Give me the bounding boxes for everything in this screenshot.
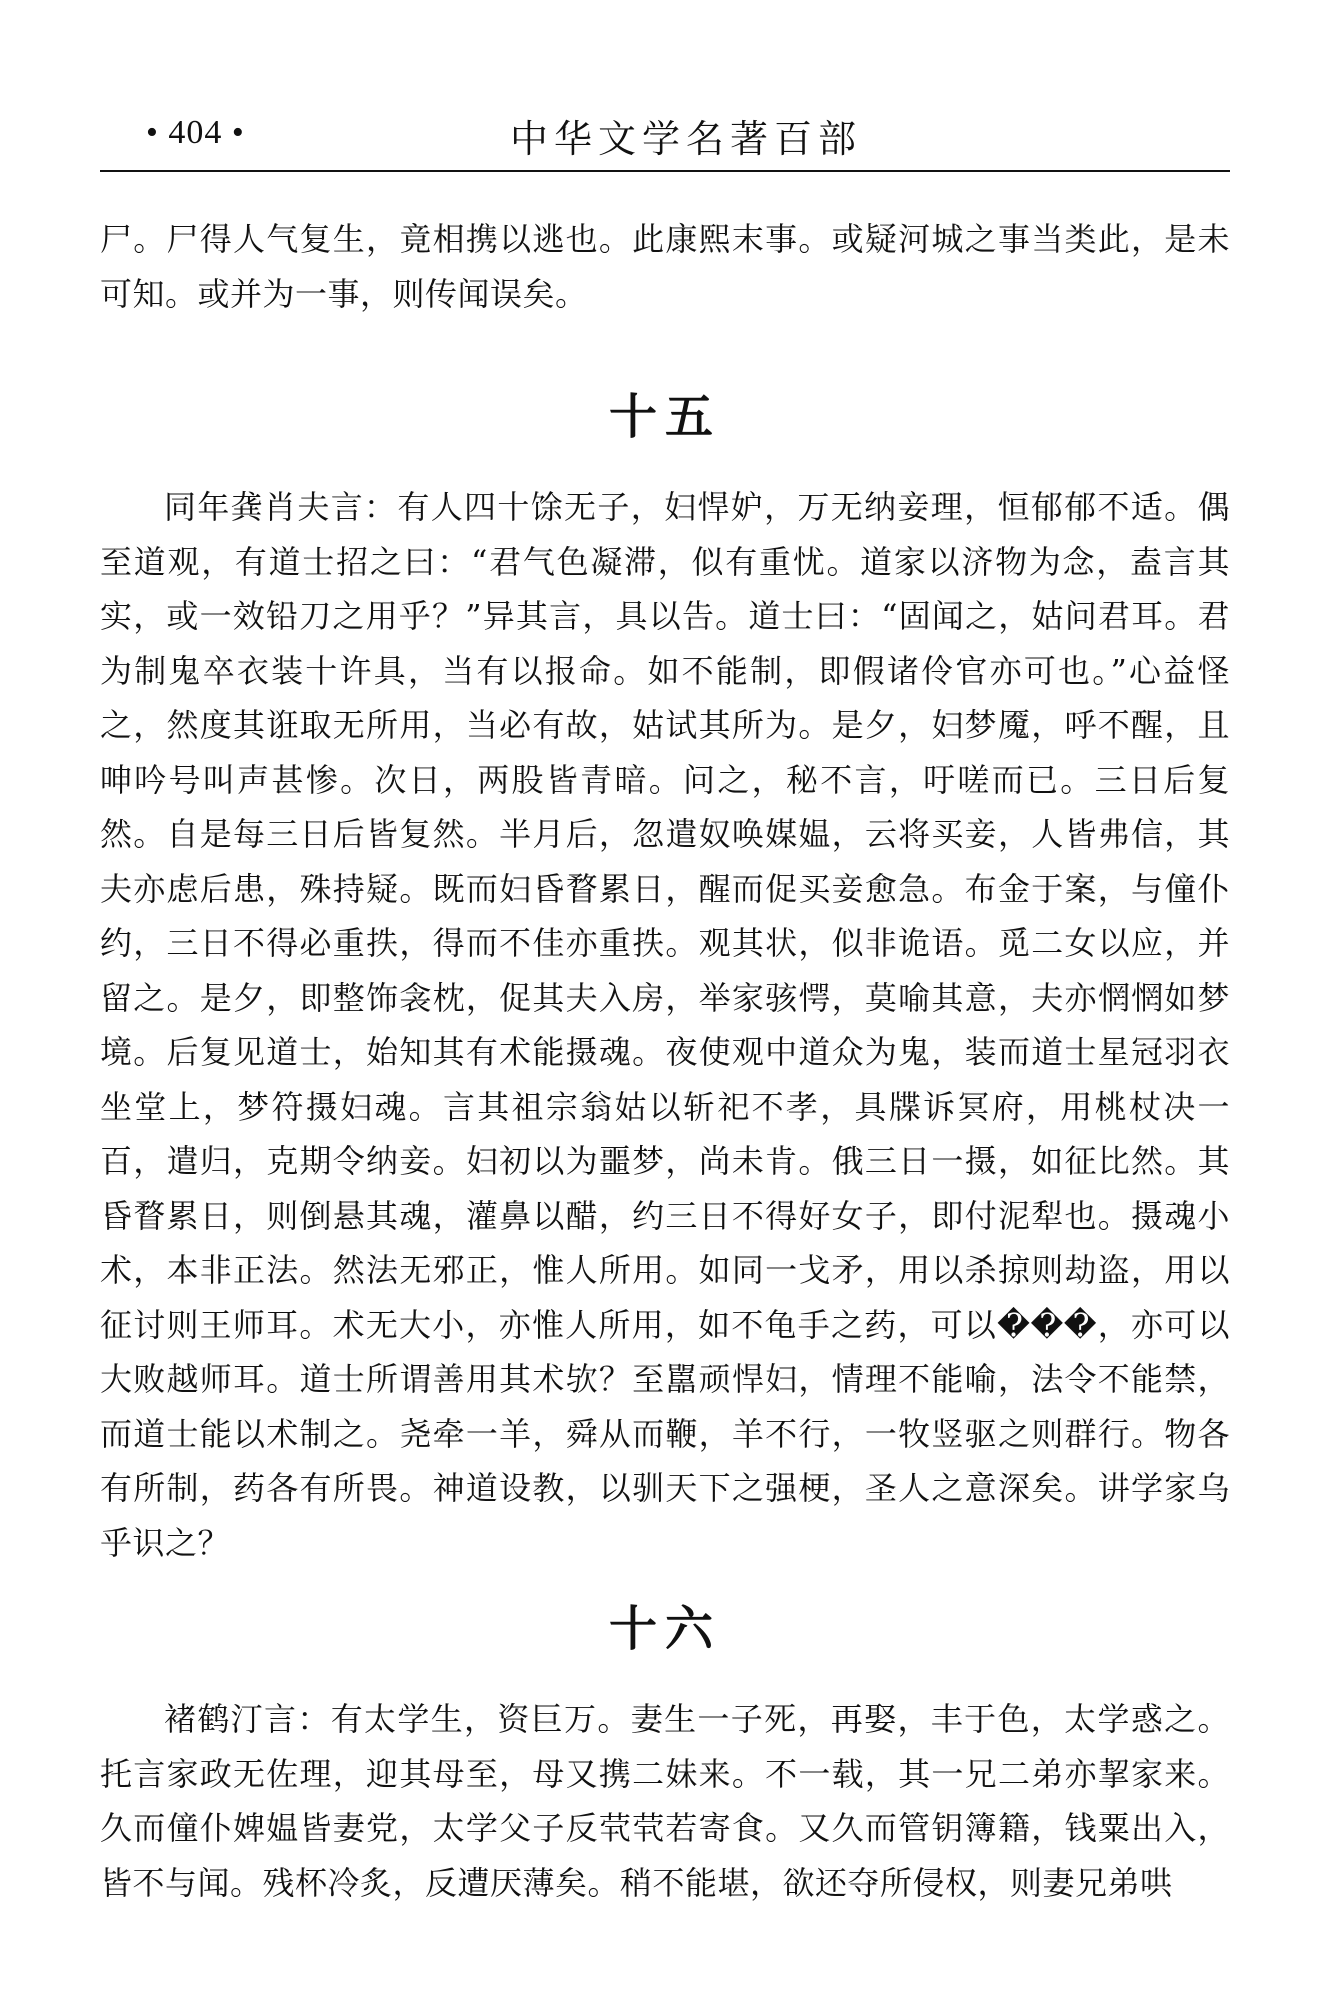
section-heading-16: 十六 (608, 1601, 721, 1657)
page-number: • 404 • (146, 114, 245, 151)
series-title: 中华文学名著百部 (510, 117, 863, 161)
paragraph: 褚鹤汀言：有太学生，资巨万。妻生一子死，再娶，丰于色，太学惑之。托言家政无佐理，迎其母至，母又携二妹来。不一载，其一兄二弟亦挈家来。久而僮仆婢媪皆妻党，太学父子反茕茕若寄食。又久而管钥簿籍，钱粟出入，皆不与闻。残杯冷炙，反遭厌薄矣。稍不能堪，欲还夺所侵权，则妻兄弟哄 (100, 1700, 1230, 1902)
section-15-body (100, 480, 1230, 1570)
section-heading-15: 十五 (608, 389, 721, 445)
header-rule (100, 170, 1230, 172)
section-16-body (100, 1692, 1230, 1910)
paragraph: 同年龚肖夫言：有人四十馀无子，妇悍妒，万无纳妾理，恒郁郁不适。偶至道观，有道士招之曰：“君气色凝滞，似有重忧。道家以济物为念，盍言其实，或一效铅刀之用乎？”异其言，具以告。道士曰：“固闻之，姑问君耳。君为制鬼卒衣装十许具，当有以报命。如不能制，即假诸伶官亦可也。”心益怪之，然度其诳取无所用，当必有故，姑试其所为。是夕，妇梦魇，呼不醒，且呻吟号叫声甚惨。次日，两股皆青暗。问之，秘不言，吁嗟而已。三日后复然。自是每三日后皆复然。半月后，忽遣奴唤媒媪，云将买妾，人皆弗信，其夫亦虑后患，殊持疑。既而妇昏瞀累日，醒而促买妾愈急。布金于案，与僮仆约，三日不得必重抶，得而不佳亦重抶。观其状，似非诡语。觅二女以应，并留之。是夕，即整饰衾枕，促其夫入房，举家骇愕，莫喻其意，夫亦惘惘如梦境。后复见道士，始知其有术能摄魂。夜使观中道众为鬼，装而道士星冠羽衣坐堂上，梦符摄妇魂。言其祖宗翁姑以斩祀不孝，具牒诉冥府，用桃杖决一百，遣归，克期令纳妾。妇初以为噩梦，尚未肯。俄三日一摄，如征比然。其昏瞀累日，则倒悬其魂，灌鼻以醋，约三日不得好女子，即付泥犁也。摄魂小术，本非正法。然法无邪正，惟人所用。如同一戈矛，用以杀掠则劫盗，用以征讨则王师耳。术无大小，亦惟人所用，如不龟手之药，可以���，亦可以大败越师耳。道士所谓善用其术欤？至嚚顽悍妇，情理不能喻，法令不能禁，而道士能以术制之。尧牵一羊，舜从而鞭，羊不行，一牧竖驱之则群行。物各有所制，药各有所畏。神道设教，以驯天下之强梗，圣人之意深矣。讲学家乌乎识之？ (100, 488, 1230, 1562)
running-header (100, 108, 1230, 166)
continued-text (100, 212, 1230, 321)
paragraph: 尸。尸得人气复生，竟相携以逃也。此康熙末事。或疑河城之事当类此，是未可知。或并为一事，则传闻误矣。 (100, 220, 1230, 313)
